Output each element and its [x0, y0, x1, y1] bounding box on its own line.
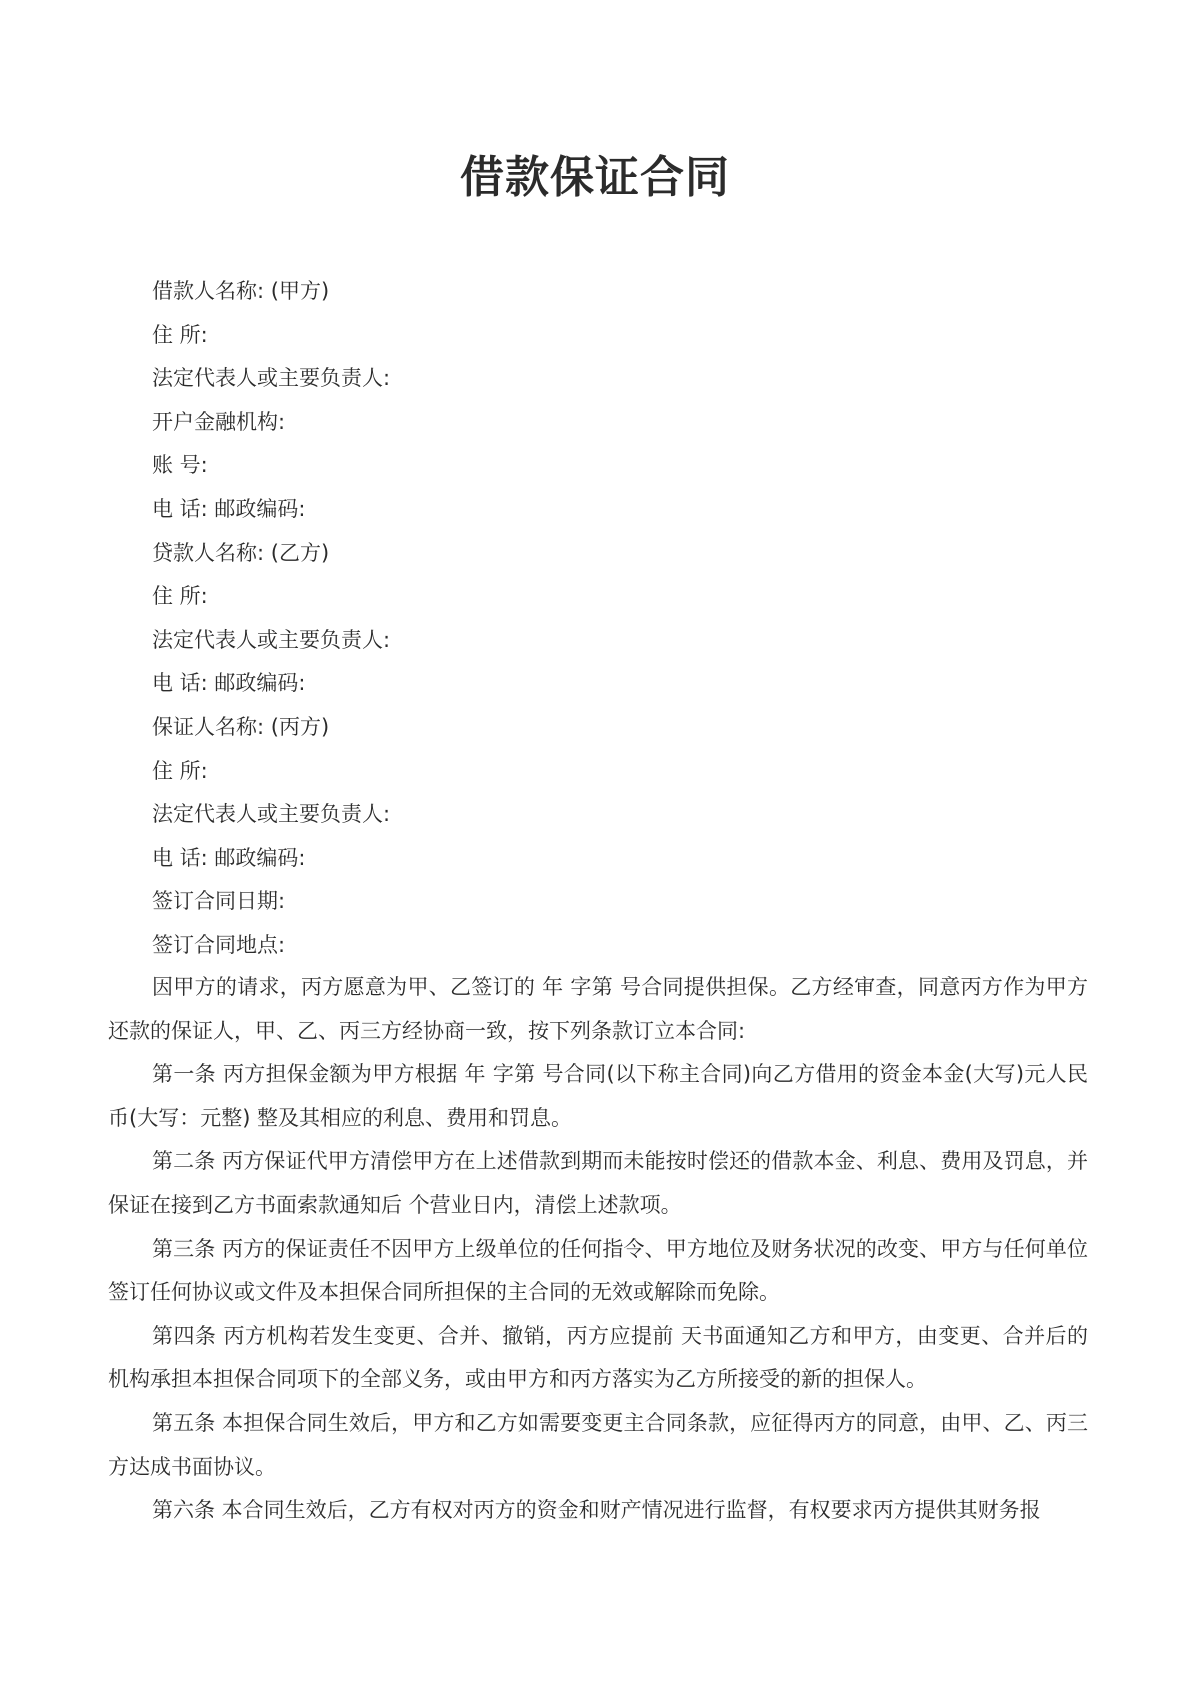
- field-guarantor-address: 住 所:: [152, 758, 208, 783]
- field-signing-place: 签订合同地点:: [152, 932, 286, 957]
- field-borrower-phone: 电 话: 邮政编码:: [152, 496, 306, 521]
- field-guarantor-representative: 法定代表人或主要负责人:: [152, 802, 391, 827]
- field-signing-date: 签订合同日期:: [152, 889, 286, 914]
- field-borrower-bank: 开户金融机构:: [152, 409, 286, 434]
- paragraph-article-3: 第三条 丙方的保证责任不因甲方上级单位的任何指令、甲方地位及财务状况的改变、甲方与任何单位签订任何协议或文件及本担保合同所担保的主合同的无效或解除而免除。: [108, 1236, 1088, 1305]
- field-lender-name: 贷款人名称: (乙方): [152, 540, 330, 565]
- contract-body: [108, 966, 1088, 1533]
- paragraph-article-4: 第四条 丙方机构若发生变更、合并、撤销，丙方应提前 天书面通知乙方和甲方，由变更、合并后的机构承担本担保合同项下的全部义务，或由甲方和丙方落实为乙方所接受的新的担保人。: [108, 1323, 1088, 1392]
- field-guarantor-phone: 电 话: 邮政编码:: [152, 845, 306, 870]
- paragraph-preamble: 因甲方的请求，丙方愿意为甲、乙签订的 年 字第 号合同提供担保。乙方经审查，同意丙方作为甲方还款的保证人，甲、乙、丙三方经协商一致，按下列条款订立本合同:: [108, 975, 1088, 1043]
- paragraph-article-2: 第二条 丙方保证代甲方清偿甲方在上述借款到期而未能按时偿还的借款本金、利息、费用及罚息，并保证在接到乙方书面索款通知后 个营业日内，清偿上述款项。: [108, 1149, 1088, 1217]
- field-lender-phone: 电 话: 邮政编码:: [152, 671, 306, 696]
- field-borrower-representative: 法定代表人或主要负责人:: [152, 366, 391, 391]
- paragraph-article-1: 第一条 丙方担保金额为甲方根据 年 字第 号合同(以下称主合同)向乙方借用的资金本金(大写)元人民币(大写：元整) 整及其相应的利息、费用和罚息。: [108, 1062, 1088, 1130]
- party-fields: [152, 270, 1092, 968]
- field-guarantor-name: 保证人名称: (丙方): [152, 714, 330, 739]
- paragraph-article-5: 第五条 本担保合同生效后，甲方和乙方如需要变更主合同条款，应征得丙方的同意，由甲、乙、丙三方达成书面协议。: [108, 1410, 1088, 1479]
- field-lender-representative: 法定代表人或主要负责人:: [152, 627, 391, 652]
- document-title: 借款保证合同: [460, 152, 730, 203]
- field-borrower-name: 借款人名称: (甲方): [152, 279, 330, 303]
- paragraph-article-6: 第六条 本合同生效后，乙方有权对丙方的资金和财产情况进行监督，有权要求丙方提供其财务报: [152, 1498, 1041, 1523]
- field-borrower-account: 账 号:: [152, 453, 208, 478]
- field-borrower-address: 住 所:: [152, 322, 208, 347]
- field-lender-address: 住 所:: [152, 584, 208, 609]
